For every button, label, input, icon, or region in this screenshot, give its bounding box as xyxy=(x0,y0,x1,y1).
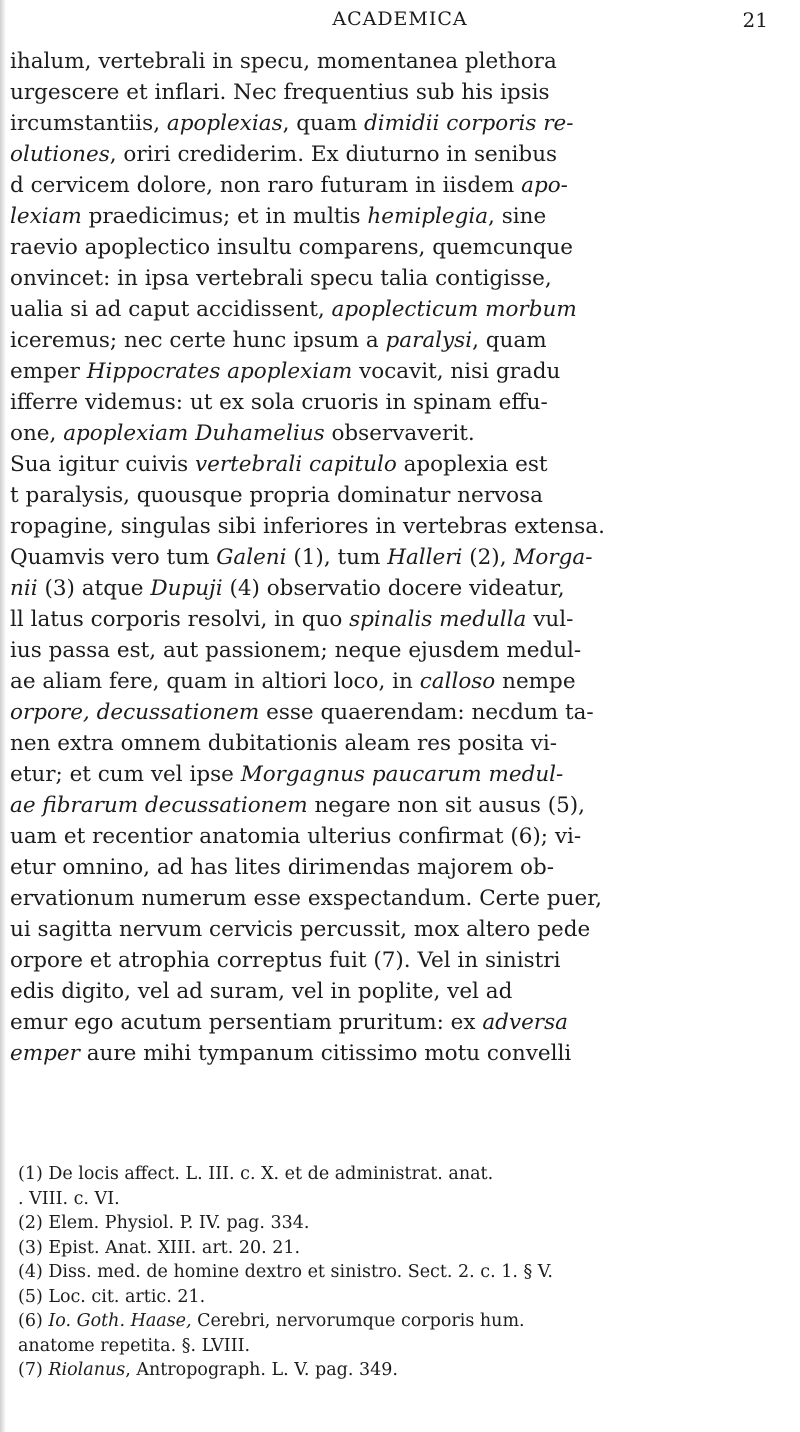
italic-text: vertebrali capitulo xyxy=(195,452,397,477)
text-line xyxy=(10,1007,800,1038)
text-line xyxy=(10,573,800,604)
text-segment: t paralysis, quousque propria dominatur nervosa xyxy=(10,483,543,508)
text-line xyxy=(10,914,800,945)
text-segment: ualia si ad caput accidissent, xyxy=(10,297,332,322)
text-segment: (3) atque xyxy=(37,576,151,601)
text-segment: negare non sit ausus (5), xyxy=(307,793,585,818)
text-segment: ircumstantiis, xyxy=(10,111,167,136)
italic-text: nii xyxy=(10,576,38,601)
text-line xyxy=(10,852,800,883)
italic-text: Galeni xyxy=(216,545,287,570)
italic-text: hemiplegia xyxy=(367,204,489,229)
text-segment: (5) Loc. cit. artic. 21. xyxy=(18,1286,206,1307)
text-line xyxy=(10,418,800,449)
footnotes xyxy=(18,1162,788,1383)
text-segment: vocavit, nisi gradu xyxy=(352,359,561,384)
italic-text: orpore, decussationem xyxy=(10,700,260,725)
italic-text: spinalis medulla xyxy=(349,607,527,632)
text-segment: nempe xyxy=(495,669,576,694)
text-segment: apoplexia est xyxy=(396,452,548,477)
italic-text: Dupuji xyxy=(150,576,223,601)
text-line xyxy=(10,1038,800,1069)
text-segment: esse quaerendam: necdum ta- xyxy=(259,700,594,725)
text-segment: ui sagitta nervum cervicis percussit, mox altero pede xyxy=(10,917,591,942)
text-segment: orpore et atrophia correptus fuit (7). Vel in sinistri xyxy=(10,948,561,973)
footnote-line xyxy=(18,1162,788,1187)
main-text xyxy=(10,46,800,1069)
page-header xyxy=(0,8,800,38)
text-segment: observaverit. xyxy=(324,421,475,446)
text-segment: ervationum numerum esse exspectandum. Certe puer, xyxy=(10,886,602,911)
text-segment: aure mihi tympanum citissimo motu convelli xyxy=(79,1041,572,1066)
italic-text: lexiam xyxy=(10,204,82,229)
text-line xyxy=(10,170,800,201)
text-segment: , sine xyxy=(488,204,547,229)
text-segment: , quam xyxy=(472,328,547,353)
text-segment: vul- xyxy=(526,607,574,632)
text-segment: (2) Elem. Physiol. P. IV. pag. 334. xyxy=(18,1213,310,1233)
italic-text: olutiones xyxy=(10,142,110,167)
footnote-line xyxy=(18,1309,788,1334)
footnote-line xyxy=(18,1211,788,1236)
italic-text: adversa xyxy=(482,1010,568,1035)
italic-text: Io. Goth. Haase, xyxy=(48,1311,192,1331)
text-segment: emper xyxy=(10,359,87,384)
text-segment: . VIII. c. VI. xyxy=(18,1188,120,1209)
text-segment: emur ego acutum persentiam pruritum: ex xyxy=(10,1010,483,1035)
italic-text: dimidii corporis re- xyxy=(363,111,574,136)
footnote-line xyxy=(18,1260,788,1285)
text-segment: anatome repetita. §. LVIII. xyxy=(18,1335,251,1356)
text-line xyxy=(10,790,800,821)
text-line xyxy=(10,46,800,77)
text-segment: raevio apoplectico insultu comparens, quemcunque xyxy=(10,235,573,260)
text-segment: , Antropograph. L. V. pag. 349. xyxy=(125,1360,398,1380)
text-segment: ll latus corporis resolvi, in quo xyxy=(10,607,350,632)
text-line xyxy=(10,325,800,356)
italic-text: Morgagnus paucarum medul- xyxy=(240,762,564,787)
italic-text: apoplecticum morbum xyxy=(331,297,577,322)
text-segment: uam et recentior anatomia ulterius confirmat (6); vi- xyxy=(10,824,582,849)
text-line xyxy=(10,263,800,294)
text-line xyxy=(10,883,800,914)
text-line xyxy=(10,542,800,573)
text-line xyxy=(10,108,800,139)
text-segment: praedicimus; et in multis xyxy=(81,204,368,229)
text-line xyxy=(10,77,800,108)
italic-text: paralysi xyxy=(385,328,473,353)
italic-text: Hippocrates apoplexiam xyxy=(86,359,353,384)
italic-text: calloso xyxy=(419,669,496,694)
text-line xyxy=(10,976,800,1007)
text-segment: (4) observatio docere videatur, xyxy=(222,576,565,601)
text-segment: edis digito, vel ad suram, vel in poplite, vel ad xyxy=(10,979,513,1004)
running-head: ACADEMICA xyxy=(332,8,468,30)
text-segment: ropagine, singulas sibi inferiores in vertebras extensa. xyxy=(10,514,605,539)
text-segment: d cervicem dolore, non raro futuram in iisdem xyxy=(10,173,522,198)
text-segment: (1), tum xyxy=(286,545,388,570)
text-line xyxy=(10,232,800,263)
text-segment: Sua igitur cuivis xyxy=(10,452,195,477)
text-line xyxy=(10,139,800,170)
text-segment: ihalum, vertebrali in specu, momentanea plethora xyxy=(10,49,557,74)
italic-text: Riolanus xyxy=(48,1360,126,1380)
text-segment: one, xyxy=(10,421,64,446)
italic-text: Morga- xyxy=(513,545,593,570)
italic-text: apo- xyxy=(521,173,568,198)
binding-edge-shadow xyxy=(0,0,6,1432)
text-segment: Quamvis vero tum xyxy=(10,545,217,570)
footnote-line xyxy=(18,1236,788,1261)
text-segment: (1) De locis affect. L. III. c. X. et de administrat. anat. xyxy=(18,1164,494,1184)
footnote-line xyxy=(18,1358,788,1383)
text-segment: ifferre videmus: ut ex sola cruoris in spinam effu- xyxy=(10,390,548,415)
text-line xyxy=(10,511,800,542)
text-segment: (4) Diss. med. de homine dextro et sinistro. Sect. 2. c. 1. § V. xyxy=(18,1262,553,1282)
italic-text: emper xyxy=(10,1041,80,1066)
text-line xyxy=(10,728,800,759)
text-line xyxy=(10,666,800,697)
italic-text: Halleri xyxy=(387,545,463,570)
italic-text: apoplexias xyxy=(166,111,283,136)
text-segment: urgescere et inflari. Nec frequentius sub his ipsis xyxy=(10,80,550,105)
footnote-line xyxy=(18,1285,788,1310)
text-line xyxy=(10,604,800,635)
text-segment: Cerebri, nervorumque corporis hum. xyxy=(191,1311,525,1331)
text-line xyxy=(10,449,800,480)
text-line xyxy=(10,387,800,418)
text-segment: ae aliam fere, quam in altiori loco, in xyxy=(10,669,420,694)
text-segment: (6) xyxy=(18,1311,49,1331)
text-segment: nen extra omnem dubitationis aleam res posita vi- xyxy=(10,731,558,756)
text-segment: etur; et cum vel ipse xyxy=(10,762,241,787)
text-segment: (3) Epist. Anat. XIII. art. 20. 21. xyxy=(18,1237,301,1258)
text-segment: etur omnino, ad has lites dirimendas majorem ob- xyxy=(10,855,554,880)
text-line xyxy=(10,945,800,976)
text-line xyxy=(10,635,800,666)
text-line xyxy=(10,697,800,728)
text-segment: , oriri crediderim. Ex diuturno in senibus xyxy=(109,142,558,167)
footnote-line xyxy=(18,1334,788,1359)
text-segment: onvincet: in ipsa vertebrali specu talia contigisse, xyxy=(10,266,552,291)
text-line xyxy=(10,356,800,387)
italic-text: apoplexiam Duhamelius xyxy=(63,421,325,446)
text-segment: (7) xyxy=(18,1360,49,1380)
text-line xyxy=(10,201,800,232)
page-number: 21 xyxy=(742,8,768,32)
text-line xyxy=(10,480,800,511)
text-line xyxy=(10,294,800,325)
text-segment: iceremus; nec certe hunc ipsum a xyxy=(10,328,386,353)
text-line xyxy=(10,821,800,852)
footnote-line xyxy=(18,1187,788,1212)
text-line xyxy=(10,759,800,790)
text-segment: ius passa est, aut passionem; neque ejusdem medul- xyxy=(10,638,582,663)
text-segment: , quam xyxy=(282,111,364,136)
italic-text: ae fibrarum decussationem xyxy=(10,793,308,818)
text-segment: (2), xyxy=(462,545,514,570)
